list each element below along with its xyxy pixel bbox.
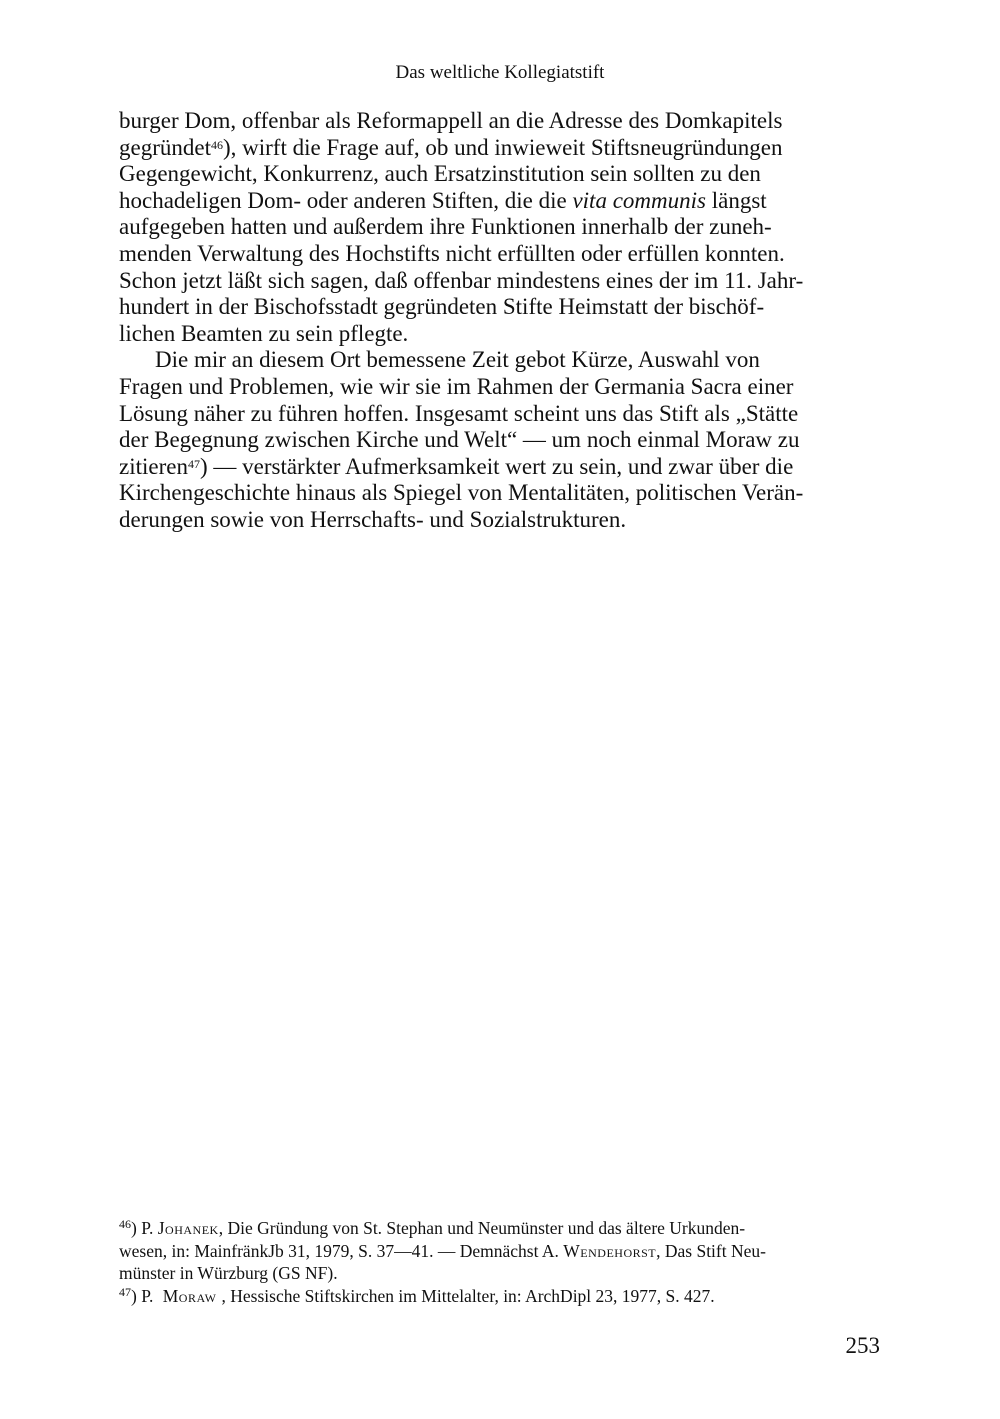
text-line: Schon jetzt läßt sich sagen, daß offenbar mindestens eines der im 11. Jahr- [119, 267, 804, 293]
footnote-ref: 47 [187, 456, 200, 471]
footnote-46: $^{46}$) P. Johanek, Die Gründung von St. Stephan und Neumünster und das ältere Urkunden- [119, 1217, 746, 1238]
text-line: gegründet$^{46}$), wirft die Frage auf, ob und inwieweit Stiftsneugründungen [119, 134, 783, 160]
text-line: Kirchengeschichte hinaus als Spiegel von Mentalitäten, politischen Verän- [119, 480, 804, 506]
footnote-47: $^{47}$) P. Moraw , Hessische Stiftskirchen im Mittelalter, in: ArchDipl 23, 1977, S. 427. [119, 1284, 715, 1306]
footnote-46-line: münster in Würzburg (GS NF). [119, 1263, 338, 1283]
author-name: Moraw [162, 1285, 217, 1306]
author-name: Johanek [157, 1218, 219, 1238]
text-line: derungen sowie von Herrschafts- und Sozialstrukturen. [119, 506, 627, 532]
footnotes [119, 1217, 881, 1307]
text-line: Gegengewicht, Konkurrenz, auch Ersatzinstitution sein sollten zu den [119, 161, 761, 187]
text-line: lichen Beamten zu sein pflegte. [119, 320, 409, 346]
text-line: Fragen und Problemen, wie wir sie im Rahmen der Germania Sacra einer [119, 373, 794, 399]
text-line: burger Dom, offenbar als Reformappell an die Adresse des Domkapitels [119, 108, 783, 133]
text-line: der Begegnung zwischen Kirche und Welt“ — um noch einmal Moraw zu [119, 427, 800, 453]
footnote-mark: 46 [119, 1217, 131, 1231]
text-line: menden Verwaltung des Hochstifts nicht erfüllten oder erfüllen konnten. [119, 240, 785, 266]
footnote-mark: 47 [119, 1284, 131, 1299]
text-line: Die mir an diesem Ort bemessene Zeit gebot Kürze, Auswahl von [155, 347, 760, 373]
text-line: Lösung näher zu führen hoffen. Insgesamt scheint uns das Stift als „Stätte [119, 400, 799, 426]
text-line: hochadeligen Dom- oder anderen Stiften, die die vita communis längst [119, 187, 767, 213]
body-text [119, 108, 881, 534]
footnote-ref: 46 [210, 137, 223, 152]
author-name: Wendehorst [563, 1240, 657, 1261]
text-line: hundert in der Bischofsstadt gegründeten Stifte Heimstatt der bischöf- [119, 294, 765, 320]
text-line: aufgegeben hatten und außerdem ihre Funktionen innerhalb der zuneh- [119, 214, 772, 240]
page-number: 253 [845, 1333, 880, 1358]
latin-phrase: vita communis [572, 187, 706, 213]
running-title: Das weltliche Kollegiatstift [395, 62, 605, 83]
footnote-46-line: wesen, in: MainfränkJb 31, 1979, S. 37—41. — Demnächst A. Wendehorst, Das Stift Neu- [119, 1240, 766, 1261]
text-line: zitieren$^{47}$) — verstärkter Aufmerksamkeit wert zu sein, und zwar über die [119, 453, 794, 479]
